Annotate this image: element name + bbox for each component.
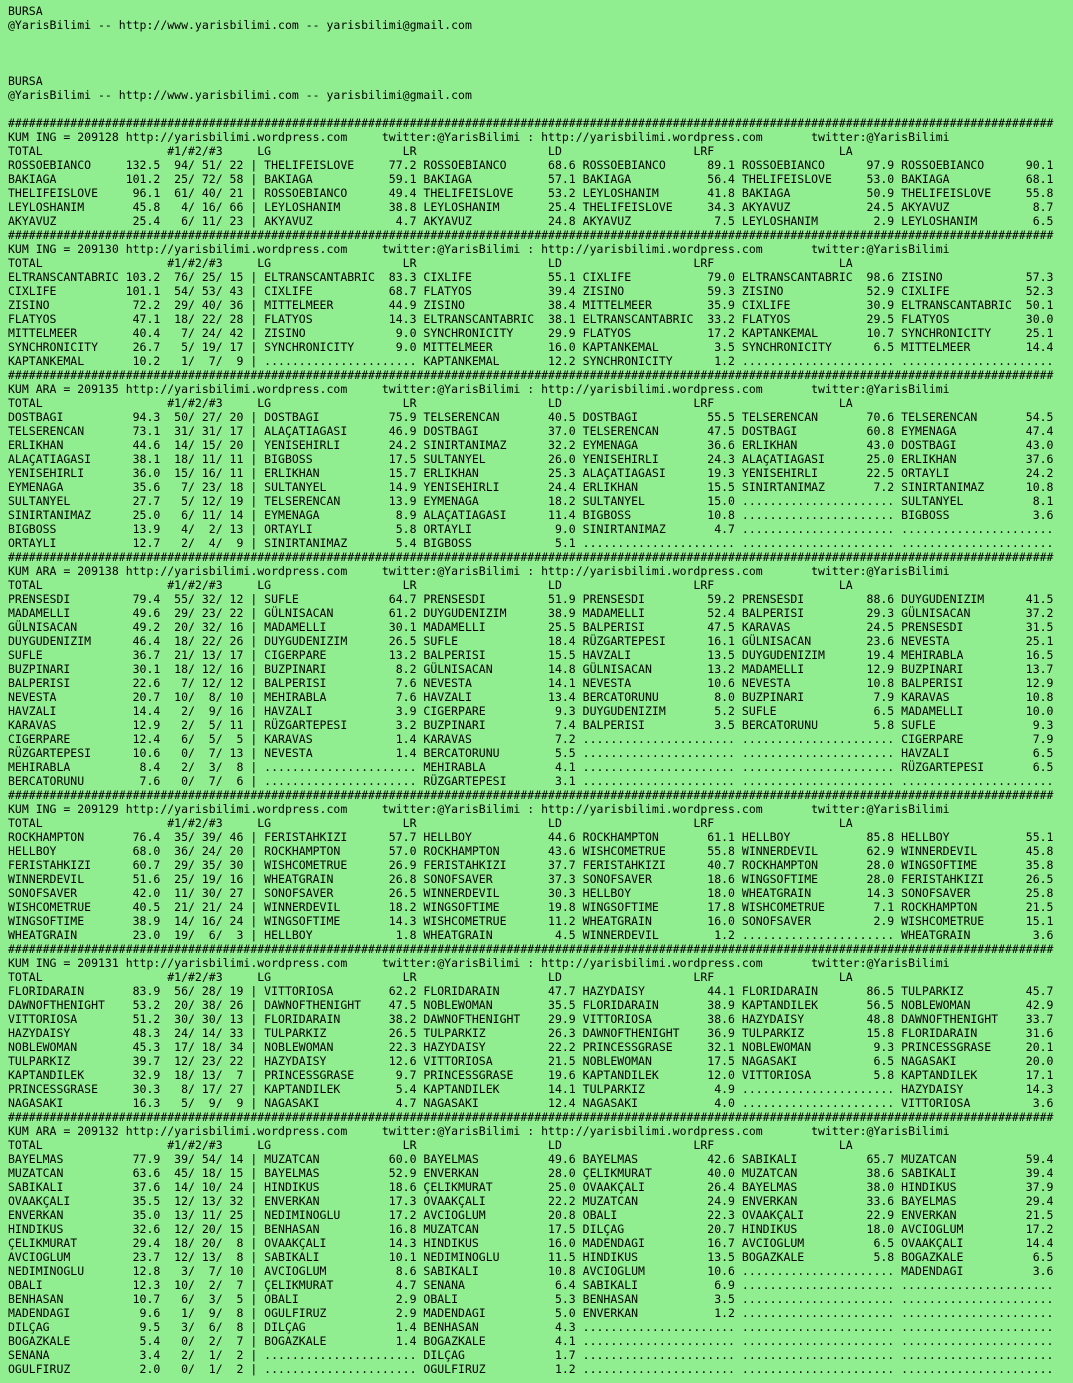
table-row: DAWNOFTHENIGHT 53.2 20/ 38/ 26 | DAWNOFTHENIGHT 47.5 NOBLEWOMAN 35.5 FLORIDARAIN 38.9 KAPTANDILEK 56.5 NOBLEWOMAN 42.9	[8, 998, 1054, 1012]
table-row: ERLIKHAN 44.6 14/ 15/ 20 | YENISEHIRLI 24.2 SINIRTANIMAZ 32.2 EYMENAGA 36.6 ERLIKHAN 43.0 DOSTBAGI 43.0	[8, 438, 1054, 452]
table-row: SABIKALI 37.6 14/ 10/ 24 | HINDIKUS 18.6 ÇELIKMURAT 25.0 OVAAKÇALI 26.4 BAYELMAS 38.0 HINDIKUS 37.9	[8, 1180, 1054, 1194]
table-row: WINGSOFTIME 38.9 14/ 16/ 24 | WINGSOFTIME 14.3 WISHCOMETRUE 11.2 WHEATGRAIN 16.0 SONOFSAVER 2.9 WISHCOMETRUE 15.1	[8, 914, 1054, 928]
table-row: ÇELIKMURAT 29.4 18/ 20/ 8 | OVAAKÇALI 14.3 HINDIKUS 16.0 MADENDAGI 16.7 AVCIOGLUM 6.5 OVAAKÇALI 14.4	[8, 1236, 1054, 1250]
table-row: THELIFEISLOVE 96.1 61/ 40/ 21 | ROSSOEBIANCO 49.4 THELIFEISLOVE 53.2 LEYLOSHANIM 41.8 BAKIAGA 50.9 THELIFEISLOVE 55.8	[8, 186, 1054, 200]
table-row: YENISEHIRLI 36.0 15/ 16/ 11 | ERLIKHAN 15.7 ERLIKHAN 25.3 ALAÇATIAGASI 19.3 YENISEHIRLI 22.5 ORTAYLI 24.2	[8, 466, 1054, 480]
header-title-repeat: BURSA	[8, 74, 43, 88]
table-row: NEVESTA 20.7 10/ 8/ 10 | MEHIRABLA 7.6 HAVZALI 13.4 BERCATORUNU 8.0 BUZPINARI 7.9 KARAVAS 10.8	[8, 690, 1054, 704]
table-row: MADAMELLI 49.6 29/ 23/ 22 | GÜLNISACAN 61.2 DUYGUDENIZIM 38.9 MADAMELLI 52.4 BALPERISI 29.3 GÜLNISACAN 37.2	[8, 606, 1054, 620]
table-row: CIGERPARE 12.4 6/ 5/ 5 | KARAVAS 1.4 KARAVAS 7.2 ...................... ...................... CIGERPARE 7.9	[8, 732, 1054, 746]
table-row: EYMENAGA 35.6 7/ 23/ 18 | SULTANYEL 14.9 YENISEHIRLI 24.4 ERLIKHAN 15.5 SINIRTANIMAZ 7.2 SINIRTANIMAZ 10.8	[8, 480, 1054, 494]
table-row: ELTRANSCANTABRIC 103.2 76/ 25/ 15 | ELTRANSCANTABRIC 83.3 CIXLIFE 55.1 CIXLIFE 79.0 ELTRANSCANTABRIC 98.6 ZISINO 57.3	[8, 270, 1054, 284]
table-row: SUFLE 36.7 21/ 13/ 17 | CIGERPARE 13.2 BALPERISI 15.5 HAVZALI 13.5 DUYGUDENIZIM 19.4 MEHIRABLA 16.5	[8, 648, 1054, 662]
table-row: WHEATGRAIN 23.0 19/ 6/ 3 | HELLBOY 1.8 WHEATGRAIN 4.5 WINNERDEVIL 1.2 ...................... WHEATGRAIN 3.6	[8, 928, 1054, 942]
table-row: RÜZGARTEPESI 10.6 0/ 7/ 13 | NEVESTA 1.4 BERCATORUNU 5.5 ...................... ...................... HAVZALI 6.5	[8, 746, 1054, 760]
table-row: NAGASAKI 16.3 5/ 9/ 9 | NAGASAKI 4.7 NAGASAKI 12.4 NAGASAKI 4.0 ...................... VITTORIOSA 3.6	[8, 1096, 1054, 1110]
table-row: FLATYOS 47.1 18/ 22/ 28 | FLATYOS 14.3 ELTRANSCANTABRIC 38.1 ELTRANSCANTABRIC 33.2 FLATYOS 29.5 FLATYOS 30.0	[8, 312, 1054, 326]
table-row: SULTANYEL 27.7 5/ 12/ 19 | TELSERENCAN 13.9 EYMENAGA 18.2 SULTANYEL 15.0 ...................... SULTANYEL 8.1	[8, 494, 1054, 508]
table-row: SONOFSAVER 42.0 11/ 30/ 27 | SONOFSAVER 26.5 WINNERDEVIL 30.3 HELLBOY 18.0 WHEATGRAIN 14.3 SONOFSAVER 25.8	[8, 886, 1054, 900]
race-title: KUM ARA = 209132 http://yarisbilimi.wordpress.com twitter:@YarisBilimi : http://yarisbilimi.wordpress.com twitter:@YarisBilimi	[8, 1124, 950, 1138]
table-row: MADENDAGI 9.6 1/ 9/ 8 | OGULFIRUZ 2.9 MADENDAGI 5.0 ENVERKAN 1.2 ...................... ......................	[8, 1306, 1054, 1320]
table-row: HAZYDAISY 48.3 24/ 14/ 33 | TULPARKIZ 26.5 TULPARKIZ 26.3 DAWNOFTHENIGHT 36.9 TULPARKIZ 15.8 FLORIDARAIN 31.6	[8, 1026, 1054, 1040]
race-title: KUM ING = 209129 http://yarisbilimi.wordpress.com twitter:@YarisBilimi : http://yarisbilimi.wordpress.com twitter:@YarisBilimi	[8, 802, 950, 816]
column-header: TOTAL #1/#2/#3 LG LR LD LRF LA	[8, 256, 853, 270]
spacer-line	[8, 102, 1073, 116]
table-row: ROSSOEBIANCO 132.5 94/ 51/ 22 | THELIFEISLOVE 77.2 ROSSOEBIANCO 68.6 ROSSOEBIANCO 89.1 ROSSOEBIANCO 97.9 ROSSOEBIANCO 90.1	[8, 158, 1054, 172]
header-contact-line-repeat: @YarisBilimi -- http://www.yarisbilimi.com -- yarisbilimi@gmail.com	[8, 88, 472, 102]
table-row: MEHIRABLA 8.4 2/ 3/ 8 | ...................... MEHIRABLA 4.1 ...................... ...................... RÜZGARTEPESI 6.5	[8, 760, 1054, 774]
separator-line: #######################################################################################################################################################	[8, 1110, 1054, 1124]
header-gap	[8, 32, 1073, 74]
table-row: OBALI 12.3 10/ 2/ 7 | ÇELIKMURAT 4.7 SENANA 6.4 SABIKALI 6.9 ...................... ......................	[8, 1278, 1054, 1292]
table-row: NOBLEWOMAN 45.3 17/ 18/ 34 | NOBLEWOMAN 22.3 HAZYDAISY 22.2 PRINCESSGRASE 32.1 NOBLEWOMAN 9.3 PRINCESSGRASE 20.1	[8, 1040, 1054, 1054]
race-block	[8, 228, 1073, 368]
table-row: WINNERDEVIL 51.6 25/ 19/ 16 | WHEATGRAIN 26.8 SONOFSAVER 37.3 SONOFSAVER 18.6 WINGSOFTIME 28.0 FERISTAHKIZI 26.5	[8, 872, 1054, 886]
table-row: KAPTANKEMAL 10.2 1/ 7/ 9 | ...................... KAPTANKEMAL 12.2 SYNCHRONICITY 1.2 ...................... ......................	[8, 354, 1054, 368]
table-row: TULPARKIZ 39.7 12/ 23/ 22 | HAZYDAISY 12.6 VITTORIOSA 21.5 NOBLEWOMAN 17.5 NAGASAKI 6.5 NAGASAKI 20.0	[8, 1054, 1054, 1068]
race-block	[8, 368, 1073, 550]
race-title: KUM ING = 209130 http://yarisbilimi.wordpress.com twitter:@YarisBilimi : http://yarisbilimi.wordpress.com twitter:@YarisBilimi	[8, 242, 950, 256]
table-row: KAPTANDILEK 32.9 18/ 13/ 7 | PRINCESSGRASE 9.7 PRINCESSGRASE 19.6 KAPTANDILEK 12.0 VITTORIOSA 5.8 KAPTANDILEK 17.1	[8, 1068, 1054, 1082]
separator-line: #######################################################################################################################################################	[8, 228, 1054, 242]
table-row: MITTELMEER 40.4 7/ 24/ 42 | ZISINO 9.0 SYNCHRONICITY 29.9 FLATYOS 17.2 KAPTANKEMAL 10.7 SYNCHRONICITY 25.1	[8, 326, 1054, 340]
table-row: CIXLIFE 101.1 54/ 53/ 43 | CIXLIFE 68.7 FLATYOS 39.4 ZISINO 59.3 ZISINO 52.9 CIXLIFE 52.3	[8, 284, 1054, 298]
column-header: TOTAL #1/#2/#3 LG LR LD LRF LA	[8, 144, 853, 158]
column-header: TOTAL #1/#2/#3 LG LR LD LRF LA	[8, 816, 853, 830]
table-row: GÜLNISACAN 49.2 20/ 32/ 16 | MADAMELLI 30.1 MADAMELLI 25.5 BALPERISI 47.5 KARAVAS 24.5 PRENSESDI 31.5	[8, 620, 1054, 634]
separator-line: #######################################################################################################################################################	[8, 788, 1054, 802]
table-row: FERISTAHKIZI 60.7 29/ 35/ 30 | WISHCOMETRUE 26.9 FERISTAHKIZI 37.7 FERISTAHKIZI 40.7 ROCKHAMPTON 28.0 WINGSOFTIME 35.8	[8, 858, 1054, 872]
race-block	[8, 942, 1073, 1110]
table-row: MUZATCAN 63.6 45/ 18/ 15 | BAYELMAS 52.9 ENVERKAN 28.0 ÇELIKMURAT 40.0 MUZATCAN 38.6 SABIKALI 39.4	[8, 1166, 1054, 1180]
race-title: KUM ARA = 209138 http://yarisbilimi.wordpress.com twitter:@YarisBilimi : http://yarisbilimi.wordpress.com twitter:@YarisBilimi	[8, 564, 950, 578]
table-row: BUZPINARI 30.1 18/ 12/ 16 | BUZPINARI 8.2 GÜLNISACAN 14.8 GÜLNISACAN 13.2 MADAMELLI 12.9 BUZPINARI 13.7	[8, 662, 1054, 676]
table-row: AVCIOGLUM 23.7 12/ 13/ 8 | SABIKALI 10.1 NEDIMINOGLU 11.5 HINDIKUS 13.5 BOGAZKALE 5.8 BOGAZKALE 6.5	[8, 1250, 1054, 1264]
separator-line: #######################################################################################################################################################	[8, 942, 1054, 956]
table-row: ALAÇATIAGASI 38.1 18/ 11/ 11 | BIGBOSS 17.5 SULTANYEL 26.0 YENISEHIRLI 24.3 ALAÇATIAGASI 25.0 ERLIKHAN 37.6	[8, 452, 1054, 466]
table-row: PRENSESDI 79.4 55/ 32/ 12 | SUFLE 64.7 PRENSESDI 51.9 PRENSESDI 59.2 PRENSESDI 88.6 DUYGUDENIZIM 41.5	[8, 592, 1054, 606]
race-title: KUM ING = 209128 http://yarisbilimi.wordpress.com twitter:@YarisBilimi : http://yarisbilimi.wordpress.com twitter:@YarisBilimi	[8, 130, 950, 144]
table-row: OGULFIRUZ 2.0 0/ 1/ 2 | ...................... OGULFIRUZ 1.2 ...................... ...................... ......................	[8, 1362, 1054, 1376]
race-block	[8, 788, 1073, 942]
race-block	[8, 1110, 1073, 1376]
table-row: BALPERISI 22.6 7/ 12/ 12 | BALPERISI 7.6 NEVESTA 14.1 NEVESTA 10.6 NEVESTA 10.8 BALPERISI 12.9	[8, 676, 1054, 690]
table-row: TELSERENCAN 73.1 31/ 31/ 17 | ALAÇATIAGASI 46.9 DOSTBAGI 37.0 TELSERENCAN 47.5 DOSTBAGI 60.8 EYMENAGA 47.4	[8, 424, 1054, 438]
table-row: SINIRTANIMAZ 25.0 6/ 11/ 14 | EYMENAGA 8.9 ALAÇATIAGASI 11.4 BIGBOSS 10.8 ...................... BIGBOSS 3.6	[8, 508, 1054, 522]
table-row: DUYGUDENIZIM 46.4 18/ 22/ 26 | DUYGUDENIZIM 26.5 SUFLE 18.4 RÜZGARTEPESI 16.1 GÜLNISACAN 23.6 NEVESTA 25.1	[8, 634, 1054, 648]
race-title: KUM ING = 209131 http://yarisbilimi.wordpress.com twitter:@YarisBilimi : http://yarisbilimi.wordpress.com twitter:@YarisBilimi	[8, 956, 950, 970]
header-contact-line: @YarisBilimi -- http://www.yarisbilimi.com -- yarisbilimi@gmail.com	[8, 18, 472, 32]
race-block	[8, 116, 1073, 228]
table-row: BOGAZKALE 5.4 0/ 2/ 7 | BOGAZKALE 1.4 BOGAZKALE 4.1 ...................... ...................... ......................	[8, 1334, 1054, 1348]
table-row: NEDIMINOGLU 12.8 3/ 7/ 10 | AVCIOGLUM 8.6 SABIKALI 10.8 AVCIOGLUM 10.6 ...................... MADENDAGI 3.6	[8, 1264, 1054, 1278]
table-row: PRINCESSGRASE 30.3 8/ 17/ 27 | KAPTANDILEK 5.4 KAPTANDILEK 14.1 TULPARKIZ 4.9 ...................... HAZYDAISY 14.3	[8, 1082, 1054, 1096]
table-row: ENVERKAN 35.0 13/ 11/ 25 | NEDIMINOGLU 17.2 AVCIOGLUM 20.8 OBALI 22.3 OVAAKÇALI 22.9 ENVERKAN 21.5	[8, 1208, 1054, 1222]
column-header: TOTAL #1/#2/#3 LG LR LD LRF LA	[8, 396, 853, 410]
table-row: BAKIAGA 101.2 25/ 72/ 58 | BAKIAGA 59.1 BAKIAGA 57.1 BAKIAGA 56.4 THELIFEISLOVE 53.0 BAKIAGA 68.1	[8, 172, 1054, 186]
table-row: SENANA 3.4 2/ 1/ 2 | ...................... DILÇAG 1.7 ...................... ...................... ......................	[8, 1348, 1054, 1362]
table-row: KARAVAS 12.9 2/ 5/ 11 | RÜZGARTEPESI 3.2 BUZPINARI 7.4 BALPERISI 3.5 BERCATORUNU 5.8 SUFLE 9.3	[8, 718, 1054, 732]
table-row: FLORIDARAIN 83.9 56/ 28/ 19 | VITTORIOSA 62.2 FLORIDARAIN 47.7 HAZYDAISY 44.1 FLORIDARAIN 86.5 TULPARKIZ 45.7	[8, 984, 1054, 998]
table-row: BIGBOSS 13.9 4/ 2/ 13 | ORTAYLI 5.8 ORTAYLI 9.0 SINIRTANIMAZ 4.7 ...................... ......................	[8, 522, 1054, 536]
table-row: LEYLOSHANIM 45.8 4/ 16/ 66 | LEYLOSHANIM 38.8 LEYLOSHANIM 25.4 THELIFEISLOVE 34.3 AKYAVUZ 24.5 AKYAVUZ 8.7	[8, 200, 1054, 214]
column-header: TOTAL #1/#2/#3 LG LR LD LRF LA	[8, 970, 853, 984]
table-row: ROCKHAMPTON 76.4 35/ 39/ 46 | FERISTAHKIZI 57.7 HELLBOY 44.6 ROCKHAMPTON 61.1 HELLBOY 85.8 HELLBOY 55.1	[8, 830, 1054, 844]
table-row: BERCATORUNU 7.6 0/ 7/ 6 | ...................... RÜZGARTEPESI 3.1 ...................... ...................... ......................	[8, 774, 1054, 788]
race-title: KUM ARA = 209135 http://yarisbilimi.wordpress.com twitter:@YarisBilimi : http://yarisbilimi.wordpress.com twitter:@YarisBilimi	[8, 382, 950, 396]
race-listing	[8, 116, 1073, 1376]
separator-line: #######################################################################################################################################################	[8, 116, 1054, 130]
table-row: ZISINO 72.2 29/ 40/ 36 | MITTELMEER 44.9 ZISINO 38.4 MITTELMEER 35.9 CIXLIFE 30.9 ELTRANSCANTABRIC 50.1	[8, 298, 1054, 312]
table-row: VITTORIOSA 51.2 30/ 30/ 13 | FLORIDARAIN 38.2 DAWNOFTHENIGHT 29.9 VITTORIOSA 38.6 HAZYDAISY 48.8 DAWNOFTHENIGHT 33.7	[8, 1012, 1054, 1026]
table-row: ORTAYLI 12.7 2/ 4/ 9 | SINIRTANIMAZ 5.4 BIGBOSS 5.1 ...................... ...................... ......................	[8, 536, 1054, 550]
table-row: SYNCHRONICITY 26.7 5/ 19/ 17 | SYNCHRONICITY 9.0 MITTELMEER 16.0 KAPTANKEMAL 3.5 SYNCHRONICITY 6.5 MITTELMEER 14.4	[8, 340, 1054, 354]
header-title: BURSA	[8, 4, 43, 18]
table-row: HELLBOY 68.0 36/ 24/ 20 | ROCKHAMPTON 57.0 ROCKHAMPTON 43.6 WISHCOMETRUE 55.8 WINNERDEVIL 62.9 WINNERDEVIL 45.8	[8, 844, 1054, 858]
table-row: OVAAKÇALI 35.5 12/ 13/ 32 | ENVERKAN 17.3 OVAAKÇALI 22.2 MUZATCAN 24.9 ENVERKAN 33.6 BAYELMAS 29.4	[8, 1194, 1054, 1208]
table-row: AKYAVUZ 25.4 6/ 11/ 23 | AKYAVUZ 4.7 AKYAVUZ 24.8 AKYAVUZ 7.5 LEYLOSHANIM 2.9 LEYLOSHANIM 6.5	[8, 214, 1054, 228]
table-row: BAYELMAS 77.9 39/ 54/ 14 | MUZATCAN 60.0 BAYELMAS 49.6 BAYELMAS 42.6 SABIKALI 65.7 MUZATCAN 59.4	[8, 1152, 1054, 1166]
column-header: TOTAL #1/#2/#3 LG LR LD LRF LA	[8, 578, 853, 592]
table-row: BENHASAN 10.7 6/ 3/ 5 | OBALI 2.9 OBALI 5.3 BENHASAN 3.5 ...................... ......................	[8, 1292, 1054, 1306]
table-row: HAVZALI 14.4 2/ 9/ 16 | HAVZALI 3.9 CIGERPARE 9.3 DUYGUDENIZIM 5.2 SUFLE 6.5 MADAMELLI 10.0	[8, 704, 1054, 718]
table-row: WISHCOMETRUE 40.5 21/ 21/ 24 | WINNERDEVIL 18.2 WINGSOFTIME 19.8 WINGSOFTIME 17.8 WISHCOMETRUE 7.1 ROCKHAMPTON 21.5	[8, 900, 1054, 914]
separator-line: #######################################################################################################################################################	[8, 368, 1054, 382]
column-header: TOTAL #1/#2/#3 LG LR LD LRF LA	[8, 1138, 853, 1152]
table-row: DOSTBAGI 94.3 50/ 27/ 20 | DOSTBAGI 75.9 TELSERENCAN 40.5 DOSTBAGI 55.5 TELSERENCAN 70.6 TELSERENCAN 54.5	[8, 410, 1054, 424]
separator-line: #######################################################################################################################################################	[8, 550, 1054, 564]
table-row: HINDIKUS 32.6 12/ 20/ 15 | BENHASAN 16.8 MUZATCAN 17.5 DILÇAG 20.7 HINDIKUS 18.0 AVCIOGLUM 17.2	[8, 1222, 1054, 1236]
race-block	[8, 550, 1073, 788]
table-row: DILÇAG 9.5 3/ 6/ 8 | DILÇAG 1.4 BENHASAN 4.3 ...................... ...................... ......................	[8, 1320, 1054, 1334]
